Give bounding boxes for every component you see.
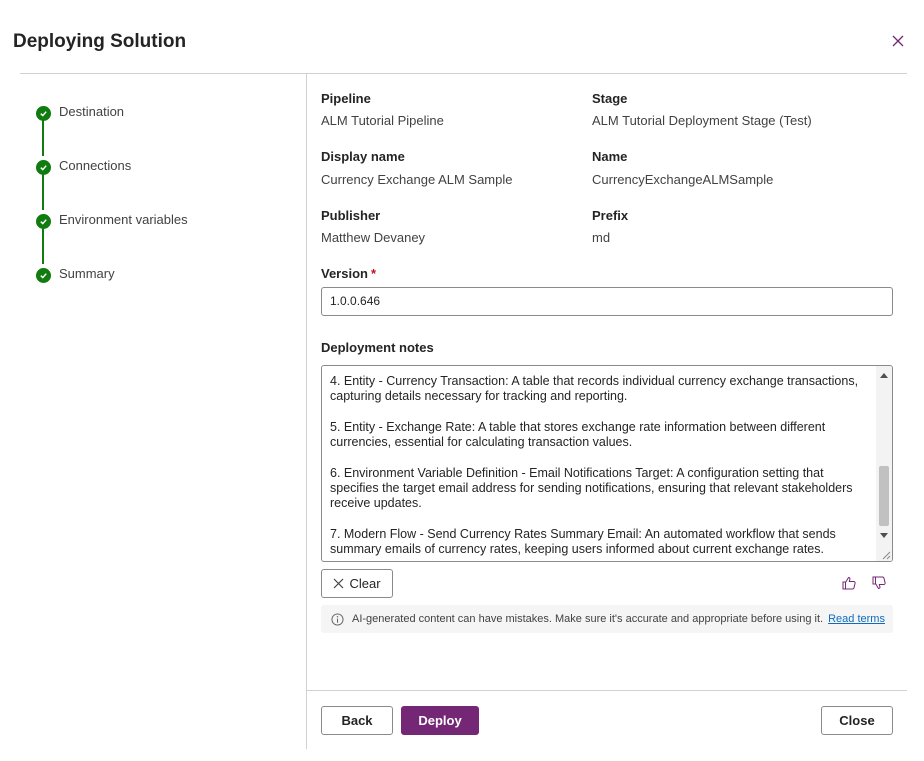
scroll-thumb[interactable] <box>879 466 889 526</box>
deployment-notes-label: Deployment notes <box>321 340 434 355</box>
deployment-notes-textarea[interactable] <box>321 365 893 562</box>
resize-grip-icon[interactable] <box>881 550 891 560</box>
step-connector <box>42 120 44 156</box>
version-label <box>321 266 376 281</box>
clear-button[interactable] <box>321 569 393 598</box>
step-label: Summary <box>59 266 115 281</box>
clear-button-label: Clear <box>349 576 381 591</box>
notes-paragraph: 7. Modern Flow - Send Currency Rates Summary Email: An automated workflow that sends summary emails of currency rates, keeping users informed about current exchange rates. <box>330 526 836 557</box>
publisher-label: Publisher <box>321 208 381 223</box>
deploy-button[interactable]: Deploy <box>401 706 479 735</box>
stage-label: Stage <box>592 91 628 106</box>
close-button[interactable]: Close <box>821 706 893 735</box>
notes-paragraph: 4. Entity - Currency Transaction: A table that records individual currency exchange transactions, capturing details necessary for tracking and reporting. <box>330 374 859 404</box>
footer-divider <box>307 690 907 691</box>
step-summary[interactable] <box>36 266 115 283</box>
display-name-label: Display name <box>321 149 405 164</box>
step-label: Environment variables <box>59 212 188 227</box>
step-label: Connections <box>59 158 132 173</box>
notes-paragraph: 6. Environment Variable Definition - Email Notifications Target: A configuration setting that specifies the target email address for sending notifications, ensuring that relevant stakeholders receive updates. <box>330 465 853 511</box>
name-value: CurrencyExchangeALMSample <box>592 172 774 187</box>
publisher-value: Matthew Devaney <box>321 230 426 245</box>
version-input[interactable]: 1.0.0.646 <box>321 287 893 316</box>
notes-content <box>330 374 860 562</box>
stage-value: ALM Tutorial Deployment Stage (Test) <box>592 113 812 128</box>
pipeline-value: ALM Tutorial Pipeline <box>321 113 444 128</box>
header-divider <box>20 73 907 74</box>
checkmark-circle-icon <box>36 268 51 283</box>
step-connector <box>42 228 44 264</box>
version-label-text: Version <box>321 266 368 281</box>
notes-scrollbar[interactable] <box>876 366 892 561</box>
step-label: Destination <box>59 104 125 119</box>
prefix-value: md <box>592 230 611 245</box>
ai-disclaimer-banner <box>321 605 893 633</box>
dismiss-icon <box>333 578 344 589</box>
pipeline-label: Pipeline <box>321 91 371 106</box>
checkmark-circle-icon <box>36 214 51 229</box>
thumb-down-icon[interactable] <box>871 575 887 596</box>
back-button[interactable]: Back <box>321 706 393 735</box>
display-name-value: Currency Exchange ALM Sample <box>321 172 513 187</box>
ai-disclaimer-text: AI-generated content can have mistakes. Make sure it's accurate and appropriate before using it. <box>352 613 824 625</box>
step-connections[interactable] <box>36 158 132 175</box>
name-label: Name <box>592 149 628 164</box>
step-destination[interactable] <box>36 104 125 121</box>
notes-paragraph: 5. Entity - Exchange Rate: A table that stores exchange rate information between different currencies, essential for calculating transaction values. <box>330 419 826 450</box>
step-environment-variables[interactable] <box>36 212 188 229</box>
sidebar-divider <box>306 74 307 749</box>
scroll-down-arrow-icon[interactable] <box>880 533 888 539</box>
dialog-title: Deploying Solution <box>13 31 187 52</box>
step-connector <box>42 174 44 210</box>
checkmark-circle-icon <box>36 106 51 121</box>
checkmark-circle-icon <box>36 160 51 175</box>
read-terms-link[interactable]: Read terms <box>828 613 885 625</box>
info-icon <box>331 613 344 626</box>
required-mark: * <box>370 266 377 281</box>
prefix-label: Prefix <box>592 208 629 223</box>
close-icon[interactable] <box>891 34 909 52</box>
thumb-up-icon[interactable] <box>841 575 857 596</box>
scroll-up-arrow-icon[interactable] <box>880 372 888 378</box>
